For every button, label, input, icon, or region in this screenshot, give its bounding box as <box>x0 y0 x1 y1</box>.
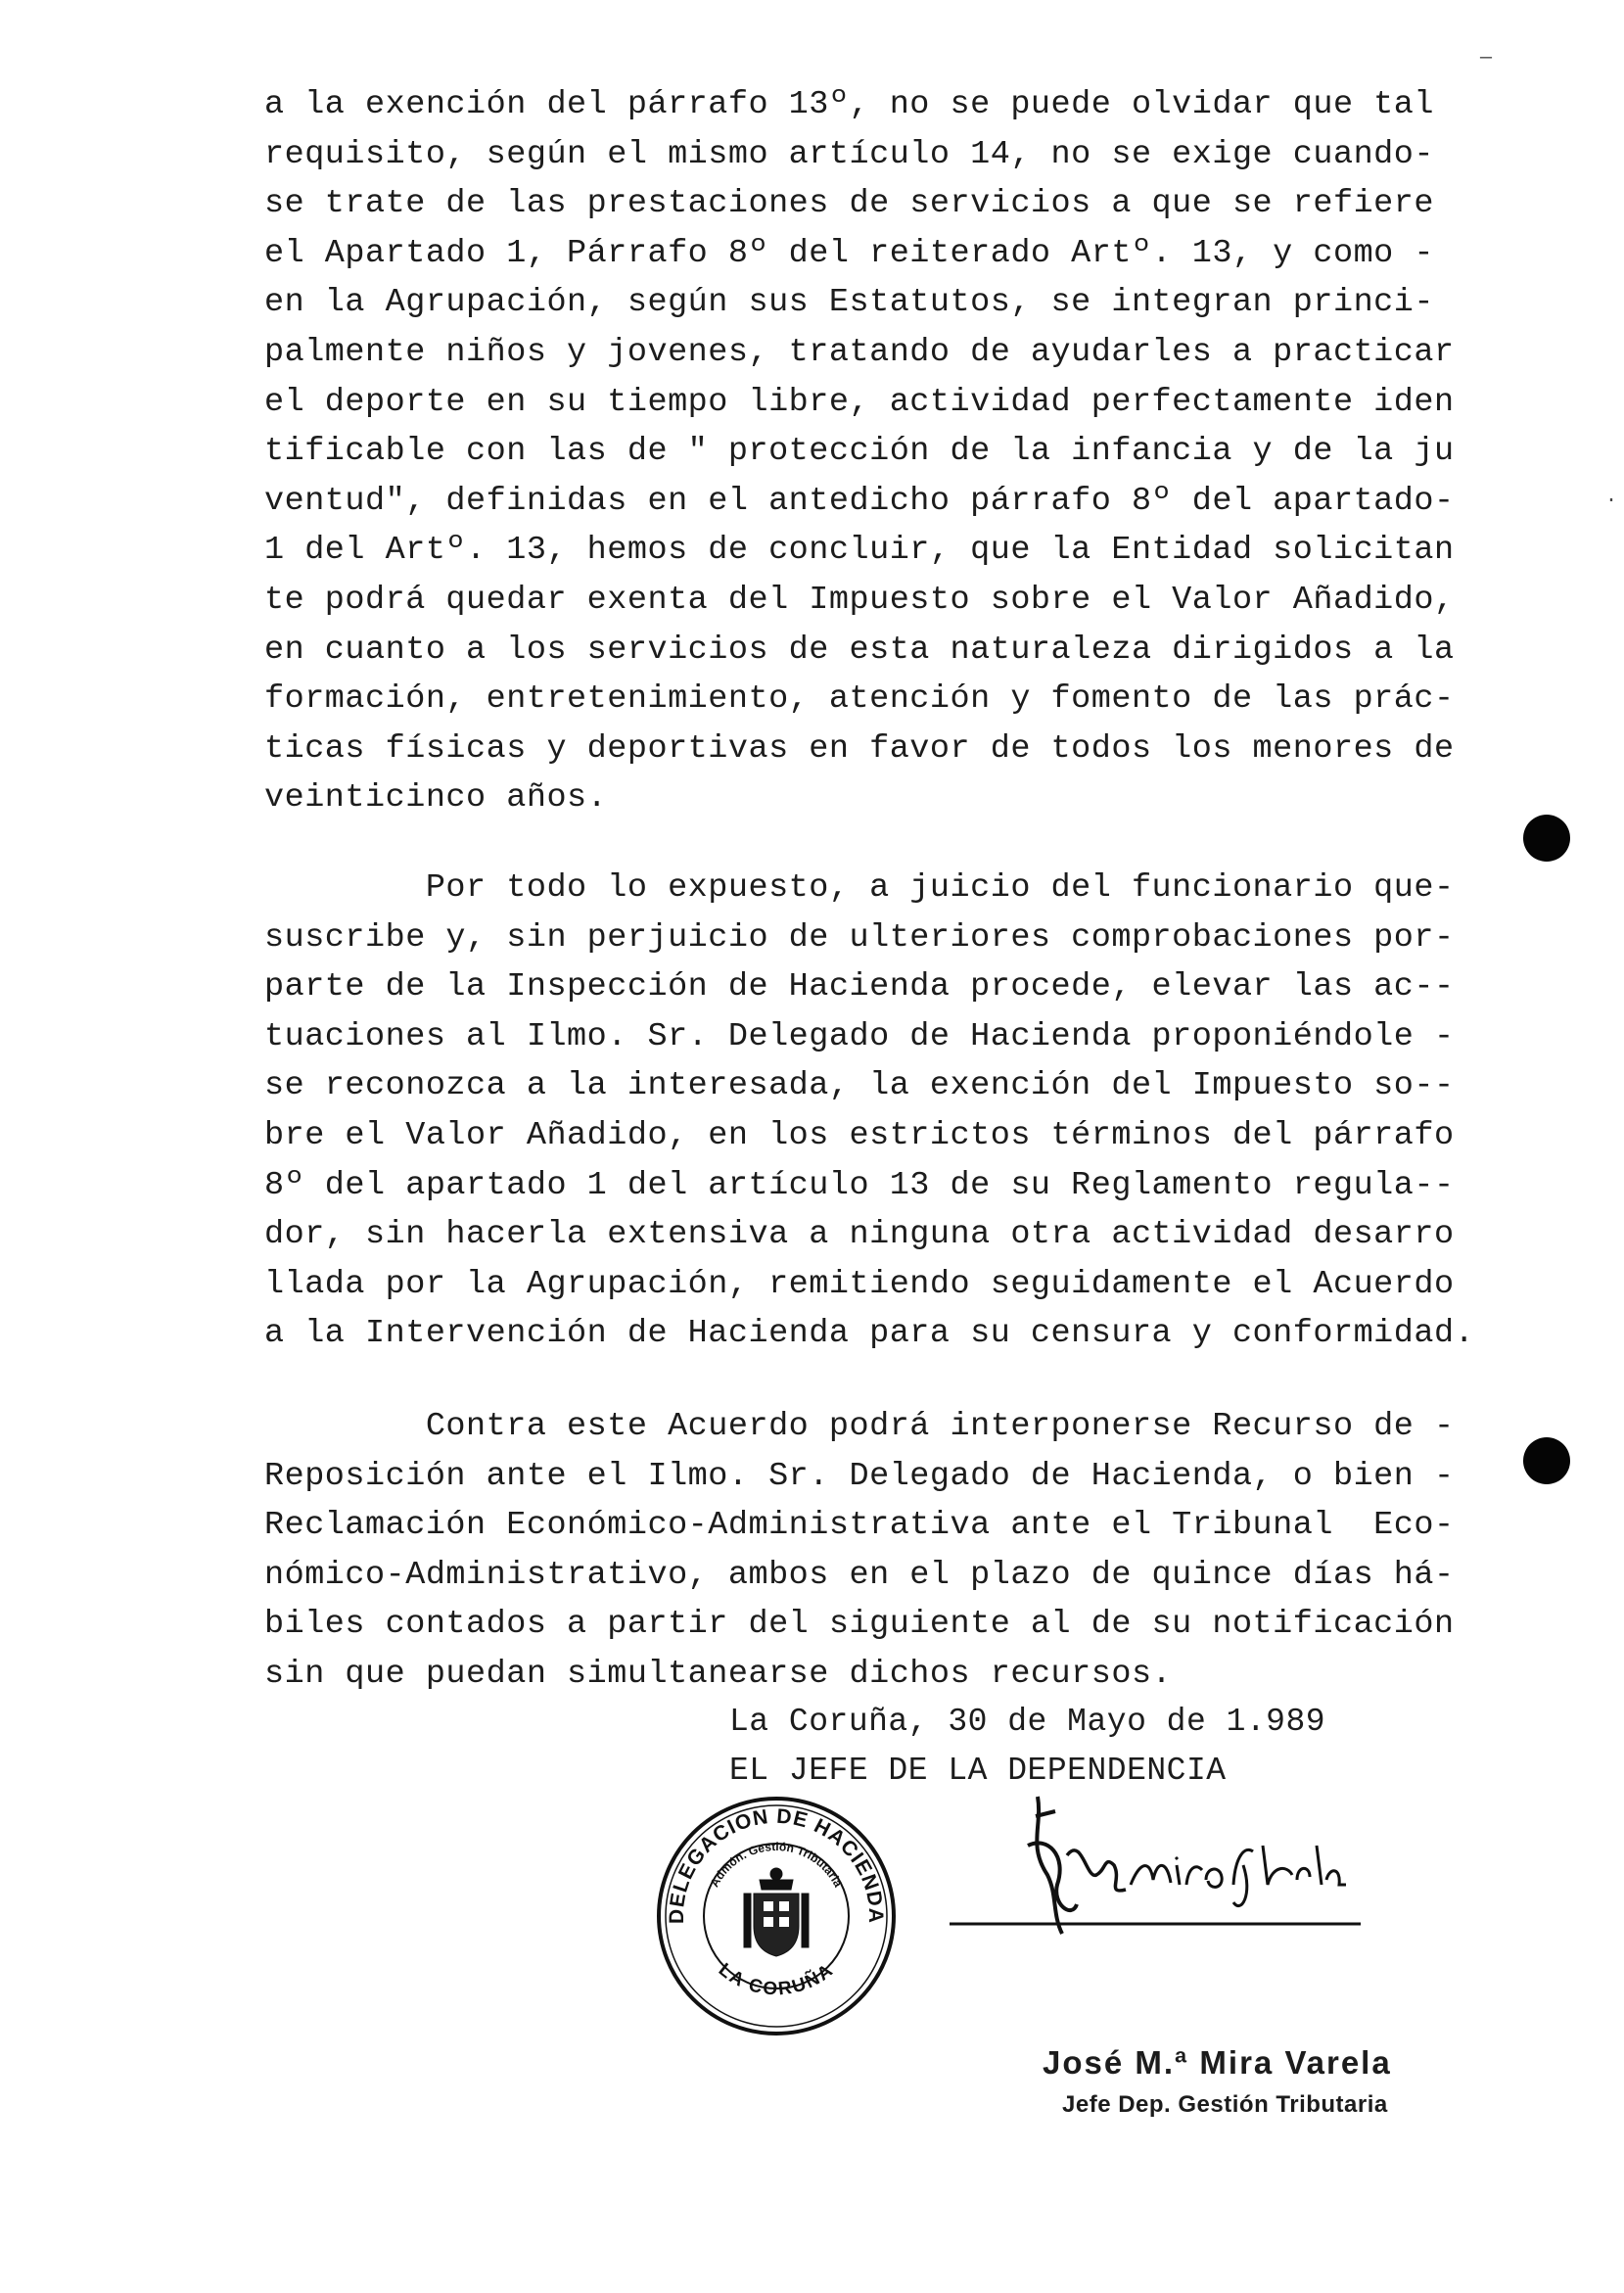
text-line: tificable con las de " protección de la infancia y de la ju <box>264 433 1455 471</box>
text-line: 1 del Artº. 13, hemos de concluir, que la Entidad solicitan <box>264 532 1455 570</box>
text-line: requisito, según el mismo artículo 14, no se exige cuando- <box>264 135 1434 173</box>
stamp-bottom-text: LA CORUÑA <box>714 1959 839 2000</box>
coat-of-arms-icon <box>744 1868 809 1956</box>
text-line: formación, entretenimiento, atención y fomento de las prác- <box>264 680 1455 719</box>
text-line: suscribe y, sin perjuicio de ulteriores comprobaciones por- <box>264 918 1455 957</box>
signatory-title: Jefe Dep. Gestión Tributaria <box>1062 2091 1388 2118</box>
text-line: biles contados a partir del siguiente al de su notificación <box>264 1606 1455 1644</box>
text-line: en la Agrupación, según sus Estatutos, se integran princi- <box>264 284 1434 322</box>
text-line: ventud", definidas en el antedicho párrafo 8º del apartado- <box>264 482 1455 520</box>
text-line: el Apartado 1, Párrafo 8º del reiterado Artº. 13, y como - <box>264 234 1434 272</box>
text-line: Contra este Acuerdo podrá interponerse Recurso de - <box>264 1408 1455 1445</box>
place-date: La Coruña, 30 de Mayo de 1.989 <box>729 1704 1326 1740</box>
text-line: dor, sin hacerla extensiva a ninguna otra actividad desarro <box>264 1216 1455 1254</box>
text-line: bre el Valor Añadido, en los estrictos términos del párrafo <box>264 1117 1455 1154</box>
text-line: Por todo lo expuesto, a juicio del funcionario que- <box>264 869 1455 907</box>
text-line: 8º del apartado 1 del artículo 13 de su Reglamento regula-- <box>264 1166 1455 1204</box>
margin-mark: — <box>1480 47 1493 70</box>
text-line: ticas físicas y deportivas en favor de todos los menores de <box>264 729 1455 768</box>
stamp-ring-text: DELEGACION DE HACIENDA <box>665 1804 888 1924</box>
text-line: a la Intervención de Hacienda para su censura y conformidad. <box>264 1315 1475 1353</box>
stamp-inner-text: Admón. Gestión Tributaria <box>707 1839 846 1890</box>
text-line: llada por la Agrupación, remitiendo seguidamente el Acuerdo <box>264 1265 1455 1303</box>
text-line: a la exención del párrafo 13º, no se puede olvidar que tal <box>264 86 1434 123</box>
text-line: en cuanto a los servicios de esta naturaleza dirigidos a la <box>264 631 1455 669</box>
text-line: palmente niños y jovenes, tratando de ayudarles a practicar <box>264 334 1455 371</box>
text-line: Reclamación Económico-Administrativa ante el Tribunal Eco- <box>264 1507 1455 1545</box>
text-line: se trate de las prestaciones de servicios a que se refiere <box>264 185 1434 223</box>
text-line: tuaciones al Ilmo. Sr. Delegado de Hacienda proponiéndole - <box>264 1017 1455 1055</box>
text-line: nómico-Administrativo, ambos en el plazo de quince días há- <box>264 1556 1455 1594</box>
svg-text:LA CORUÑA <box>715 1959 838 1999</box>
punch-hole-top <box>1523 815 1570 862</box>
text-line: Reposición ante el Ilmo. Sr. Delegado de Hacienda, o bien - <box>264 1457 1455 1495</box>
text-line: se reconozca a la interesada, la exención del Impuesto so-- <box>264 1067 1455 1105</box>
text-line: el deporte en su tiempo libre, actividad perfectamente iden <box>264 383 1455 421</box>
text-line: te podrá quedar exenta del Impuesto sobre el Valor Añadido, <box>264 582 1455 619</box>
text-line: sin que puedan simultanearse dichos recursos. <box>264 1656 1173 1693</box>
signatory-name: José M.ª Mira Varela <box>1043 2044 1392 2081</box>
text-line: parte de la Inspección de Hacienda procede, elevar las ac-- <box>264 968 1455 1006</box>
handwritten-signature <box>950 1787 1488 1983</box>
official-stamp <box>654 1794 899 2038</box>
signatory-heading: EL JEFE DE LA DEPENDENCIA <box>729 1753 1227 1789</box>
margin-mark: · <box>1605 490 1618 512</box>
punch-hole-bottom <box>1523 1437 1570 1484</box>
text-line: veinticinco años. <box>264 779 608 818</box>
